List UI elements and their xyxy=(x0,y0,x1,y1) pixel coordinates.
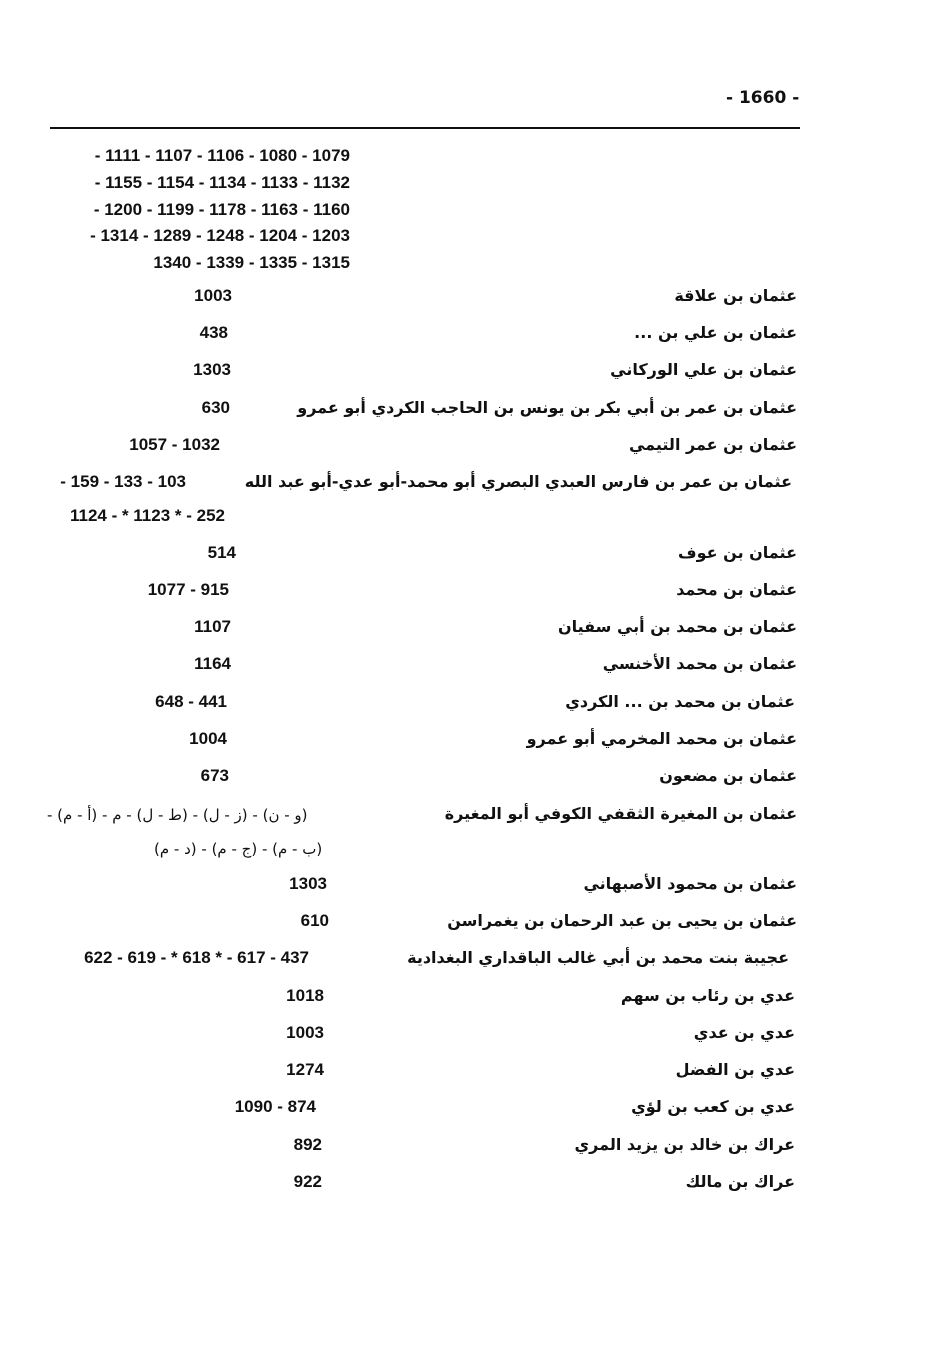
continuation-line-2: - 1155 - 1154 - 1134 - 1133 - 1132 xyxy=(94,173,350,192)
entry-pages: 673 xyxy=(200,766,229,785)
entry-pages: 1003 xyxy=(286,1023,324,1042)
entry-pages: 610 xyxy=(300,911,329,930)
continuation-line-3: - 1200 - 1199 - 1178 - 1163 - 1160 xyxy=(93,200,350,219)
entry-codes-continued: (ب - م) - (ج - م) - (د - م) xyxy=(154,840,323,858)
entry-name: عثمان بن علي بن ... xyxy=(634,323,797,342)
entry-name: عثمان بن عمر التيمي xyxy=(628,435,797,454)
page-number: - 1660 - xyxy=(726,88,800,108)
entry-name: عثمان بن يحيى بن عبد الرحمان بن يغمراسن xyxy=(447,911,797,930)
entry-pages: 1003 xyxy=(194,286,232,305)
entry-name: عثمان بن محمد المخرمي أبو عمرو xyxy=(526,729,797,748)
entry-name: عثمان بن محمد بن ... الكردي xyxy=(565,692,795,711)
entry-pages: 892 xyxy=(293,1135,322,1154)
entry-name: عثمان بن محمد بن أبي سفيان xyxy=(557,617,797,636)
entry-codes: (و - ن) - (ز - ل) - (ط - ل) - م - (أ - م) - xyxy=(47,806,308,824)
continuation-line-4: - 1314 - 1289 - 1248 - 1204 - 1203 xyxy=(90,226,350,245)
entry-pages: 1090 - 874 xyxy=(234,1097,316,1116)
entry-name: عثمان بن عمر بن فارس العبدي البصري أبو محمد-أبو عدي-أبو عبد الله xyxy=(244,472,792,491)
entry-name: عثمان بن عمر بن أبي بكر بن يونس بن الحاجب الكردي أبو عمرو xyxy=(297,398,797,417)
entry-name: عدي بن كعب بن لؤي xyxy=(631,1097,795,1116)
entry-pages: 622 - 619 - * 618 * - 617 - 437 xyxy=(84,948,309,967)
entry-pages: 1303 xyxy=(289,874,327,893)
entry-name: عثمان بن مضعون xyxy=(659,766,797,785)
header-rule xyxy=(50,127,800,129)
entry-pages: 1274 xyxy=(286,1060,324,1079)
entry-pages: 630 xyxy=(201,398,230,417)
entry-pages: 1004 xyxy=(189,729,227,748)
entry-name: عجيبة بنت محمد بن أبي غالب الباقداري البغدادية xyxy=(407,948,789,967)
entry-name: عراك بن مالك xyxy=(685,1172,795,1191)
entry-pages: 438 xyxy=(199,323,228,342)
entry-pages: 922 xyxy=(293,1172,322,1191)
entry-pages: - 159 - 133 - 103 xyxy=(60,472,186,491)
entry-name: عثمان بن عوف xyxy=(678,543,797,562)
entry-name: عثمان بن محمد xyxy=(676,580,797,599)
entry-pages: 648 - 441 xyxy=(155,692,227,711)
entry-name: عراك بن خالد بن يزيد المري xyxy=(574,1135,795,1154)
entry-pages: 514 xyxy=(207,543,236,562)
entry-pages-continued: 1124 - * 1123 * - 252 xyxy=(69,506,225,525)
entry-name: عثمان بن المغيرة الثقفي الكوفي أبو المغيرة xyxy=(444,804,797,823)
entry-pages: 1107 xyxy=(194,617,231,636)
entry-pages: 1077 - 915 xyxy=(147,580,229,599)
entry-pages: 1303 xyxy=(193,360,231,379)
entry-pages: 1164 xyxy=(194,654,231,673)
entry-pages: 1057 - 1032 xyxy=(129,435,220,454)
entry-name: عثمان بن علاقة xyxy=(674,286,797,305)
entry-name: عدي بن عدي xyxy=(693,1023,795,1042)
entry-name: عثمان بن محمود الأصبهاني xyxy=(583,874,797,893)
entry-name: عدي بن رئاب بن سهم xyxy=(620,986,795,1005)
continuation-line-1: - 1111 - 1107 - 1106 - 1080 - 1079 xyxy=(94,146,350,165)
entry-name: عثمان بن محمد الأخنسي xyxy=(602,654,797,673)
entry-name: عثمان بن علي الوركاني xyxy=(610,360,797,379)
entry-name: عدي بن الفضل xyxy=(675,1060,795,1079)
continuation-line-5: 1340 - 1339 - 1335 - 1315 xyxy=(153,253,350,272)
entry-pages: 1018 xyxy=(286,986,324,1005)
